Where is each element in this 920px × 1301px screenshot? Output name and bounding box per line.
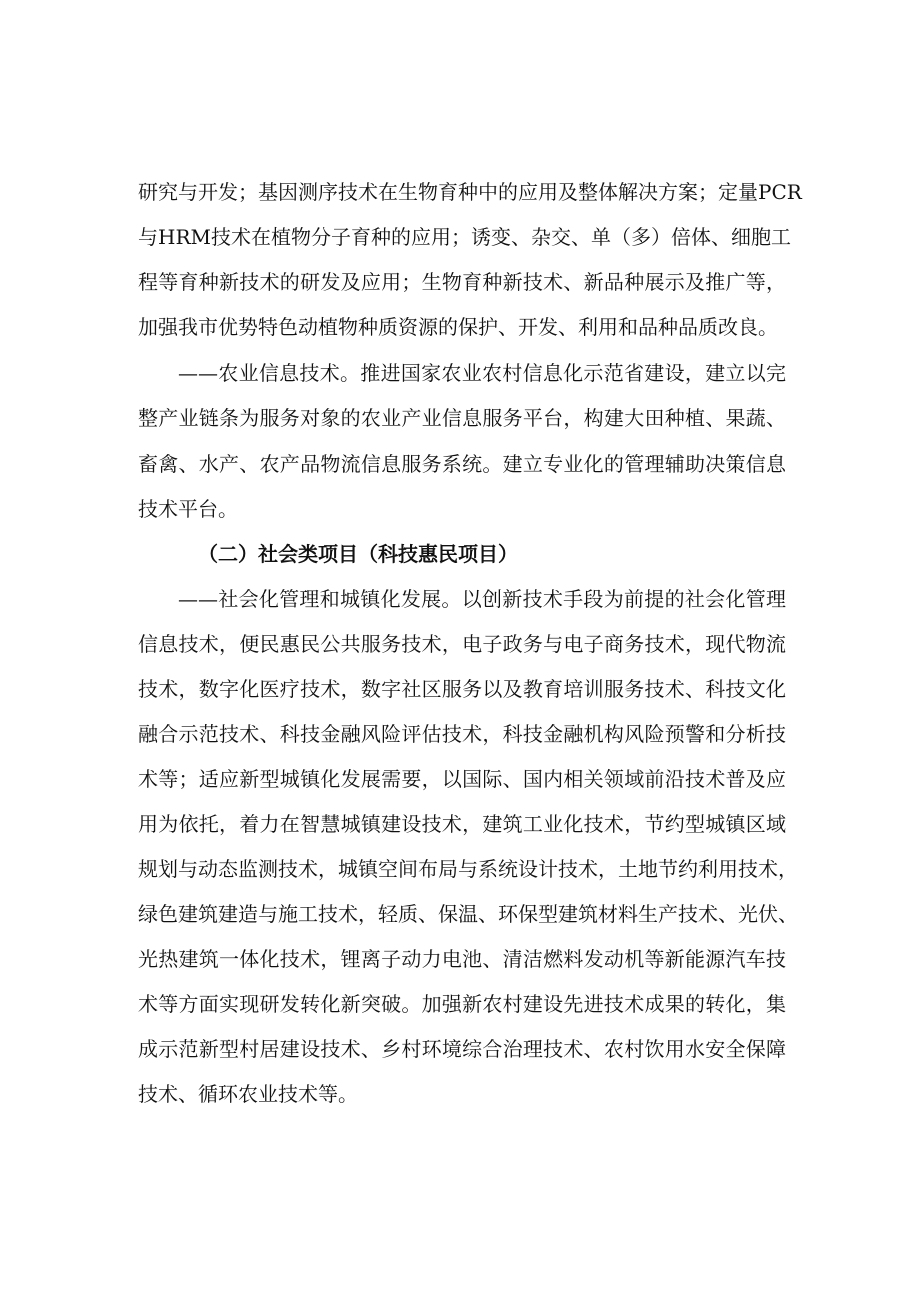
paragraph-line: 用为依托，着力在智慧城镇建设技术，建筑工业化技术，节约型城镇区域 bbox=[138, 812, 786, 836]
paragraph-line: 信息技术，便民惠民公共服务技术，电子政务与电子商务技术，现代物流 bbox=[138, 632, 786, 656]
paragraph-line: 畜禽、水产、农产品物流信息服务系统。建立专业化的管理辅助决策信息 bbox=[138, 452, 786, 476]
paragraph-line: 研究与开发；基因测序技术在生物育种中的应用及整体解决方案；定量PCR bbox=[138, 180, 802, 204]
paragraph-line: 与HRM技术在植物分子育种的应用；诱变、杂交、单（多）倍体、细胞工 bbox=[138, 225, 791, 249]
paragraph-line: 光热建筑一体化技术，锂离子动力电池、清洁燃料发动机等新能源汽车技 bbox=[138, 947, 786, 971]
paragraph-line: ——社会化管理和城镇化发展。以创新技术手段为前提的社会化管理 bbox=[178, 587, 786, 611]
paragraph-line: ——农业信息技术。推进国家农业农村信息化示范省建设，建立以完 bbox=[178, 361, 786, 385]
paragraph-line: 融合示范技术、科技金融风险评估技术，科技金融机构风险预警和分析技 bbox=[138, 722, 786, 746]
paragraph-line: 加强我市优势特色动植物种质资源的保护、开发、利用和品种品质改良。 bbox=[138, 315, 778, 339]
paragraph-line: 程等育种新技术的研发及应用；生物育种新技术、新品种展示及推广等， bbox=[138, 270, 786, 294]
paragraph-line: 规划与动态监测技术，城镇空间布局与系统设计技术，土地节约利用技术， bbox=[138, 857, 798, 881]
paragraph-line: 技术，数字化医疗技术，数字社区服务以及教育培训服务技术、科技文化 bbox=[138, 677, 786, 701]
paragraph-line: 技术、循环农业技术等。 bbox=[138, 1082, 358, 1106]
paragraph-line: 整产业链条为服务对象的农业产业信息服务平台，构建大田种植、果蔬、 bbox=[138, 406, 786, 430]
paragraph-line: 成示范新型村居建设技术、乡村环境综合治理技术、农村饮用水安全保障 bbox=[138, 1037, 786, 1061]
section-heading: （二）社会类项目（科技惠民项目） bbox=[198, 542, 518, 566]
paragraph-line: 技术平台。 bbox=[138, 497, 238, 521]
paragraph-line: 绿色建筑建造与施工技术，轻质、保温、环保型建筑材料生产技术、光伏、 bbox=[138, 902, 798, 926]
paragraph-line: 术等；适应新型城镇化发展需要，以国际、国内相关领域前沿技术普及应 bbox=[138, 767, 786, 791]
paragraph-line: 术等方面实现研发转化新突破。加强新农村建设先进技术成果的转化，集 bbox=[138, 992, 786, 1016]
